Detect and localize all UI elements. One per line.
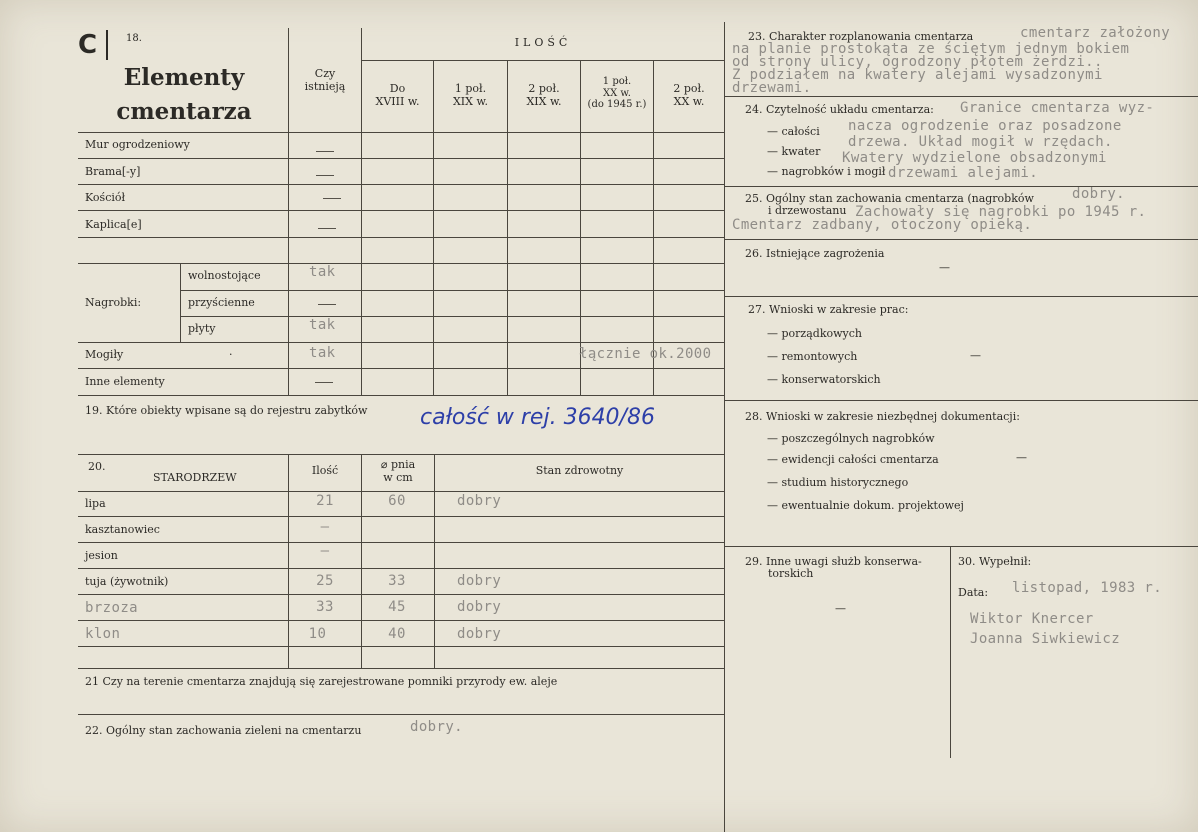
- legibility-item: — całości: [767, 125, 820, 138]
- section-20-title: STARODRZEW: [153, 471, 237, 484]
- period-line: 1 poł.: [454, 82, 487, 95]
- section-28-label: 28. Wnioski w zakresie niezbędnej dokumentacji:: [745, 410, 1020, 423]
- period-line: XIX w.: [452, 94, 489, 108]
- rule: [725, 96, 1198, 97]
- tree-health: dobry: [457, 493, 502, 509]
- dash-mark: [315, 382, 333, 383]
- rule: [725, 546, 1198, 547]
- card-letter-badge: C: [78, 30, 108, 60]
- rule: [78, 714, 724, 715]
- section-23-label: 23. Charakter rozplanowania cmentarza: [748, 30, 974, 43]
- condition-typed: Zachowały się nagrobki po 1945 r.: [855, 204, 1147, 220]
- period-line: (do 1945 r.): [587, 99, 647, 110]
- rule: [433, 60, 434, 395]
- rule: [180, 263, 181, 342]
- tree-name: kasztanowiec: [85, 523, 160, 536]
- legibility-typed-line: Granice cmentarza wyz-: [960, 100, 1155, 116]
- tree-name: klon: [85, 626, 121, 642]
- row-label-mogily: Mogiły: [85, 348, 124, 361]
- period-line: XVIII w.: [375, 94, 420, 108]
- layout-typed-line: cmentarz założony: [1020, 25, 1171, 41]
- documentation-item: — ewidencji całości cmentarza: [767, 453, 939, 466]
- rule: [78, 594, 724, 595]
- row-label-brama: Brama[-y]: [85, 165, 141, 178]
- section-21-label: 21 Czy na terenie cmentarza znajdują się zarejestrowane pomniki przyrody ew. aleje: [85, 675, 558, 688]
- rule: [78, 237, 724, 238]
- dash-mark: [323, 198, 341, 199]
- rule: [78, 342, 724, 343]
- rule: [78, 568, 724, 569]
- period-line: Do: [389, 82, 406, 95]
- legibility-item: — kwater: [767, 145, 821, 158]
- period-header: [434, 83, 507, 108]
- row-label-przyscienne: przyścienne: [188, 296, 255, 309]
- legibility-typed-line: drzewami alejami.: [888, 165, 1039, 181]
- col-diam-header: [362, 459, 434, 484]
- rule: [78, 491, 724, 492]
- author-name: Wiktor Knercer: [970, 611, 1094, 627]
- row-label-kosciol: Kościół: [85, 191, 126, 204]
- section-26-label: 26. Istniejące zagrożenia: [745, 247, 885, 260]
- period-line: 1 poł.: [602, 76, 632, 87]
- tree-name: jesion: [85, 549, 118, 562]
- tree-diameter: 60: [388, 493, 406, 509]
- legibility-item: — nagrobków i mogił: [767, 165, 886, 178]
- layout-typed-line: od strony ulicy, ogrodzony płotem żerdzi..: [732, 54, 1103, 70]
- mogily-value: tak: [309, 345, 336, 361]
- tree-name: brzoza: [85, 600, 138, 616]
- documentation-item: — ewentualnie dokum. projektowej: [767, 499, 964, 512]
- rule: [725, 239, 1198, 240]
- row-label-wolnostojace: wolnostojące: [188, 269, 261, 282]
- layout-typed-line: Z podziałem na kwatery alejami wysadzonymi: [732, 67, 1103, 83]
- tree-health: dobry: [457, 626, 502, 642]
- remarks-value: —: [835, 602, 846, 615]
- period-header: [581, 76, 653, 111]
- row-label-plyty: płyty: [188, 322, 216, 335]
- rule: [180, 316, 724, 317]
- rule: [78, 516, 724, 517]
- plyty-value: tak: [309, 317, 336, 333]
- tree-count: –: [320, 543, 330, 559]
- row-label-mur: Mur ogrodzeniowy: [85, 138, 190, 151]
- rule: [725, 296, 1198, 297]
- period-header: [508, 83, 580, 108]
- register-handwritten: całość w rej. 3640/86: [420, 405, 655, 430]
- rule: [653, 60, 654, 395]
- section-24-label: 24. Czytelność układu cmentarza:: [745, 103, 934, 116]
- author-name: Joanna Siwkiewicz: [970, 631, 1121, 647]
- rule: [180, 290, 724, 291]
- col-health-header: Stan zdrowotny: [535, 464, 624, 477]
- dot-mark: ·: [229, 348, 233, 361]
- section-19-label: 19. Które obiekty wpisane są do rejestru zabytków: [85, 404, 368, 417]
- works-item: — porządkowych: [767, 327, 862, 340]
- rule: [78, 454, 724, 455]
- tree-diameter: 33: [388, 573, 406, 589]
- works-value: —: [970, 349, 981, 362]
- tree-name: tuja (żywotnik): [85, 575, 169, 588]
- section-number: 18.: [126, 33, 142, 44]
- rule: [724, 22, 725, 832]
- tree-count: 33: [316, 599, 334, 615]
- period-line: 2 poł.: [673, 82, 705, 95]
- rule: [950, 546, 951, 758]
- row-label-inne: Inne elementy: [85, 375, 165, 388]
- col-exists-line2: istnieją: [304, 79, 346, 93]
- rule: [78, 620, 724, 621]
- quantity-header: ILOŚĆ: [514, 36, 572, 49]
- rule: [78, 132, 724, 133]
- rule: [78, 158, 724, 159]
- works-item: — konserwatorskich: [767, 373, 881, 386]
- dash-mark: [316, 175, 334, 176]
- tree-diameter: 40: [388, 626, 406, 642]
- col-diam-line: ⌀ pnia: [380, 458, 416, 471]
- section-22-label: 22. Ogólny stan zachowania zieleni na cmentarzu: [85, 724, 362, 737]
- col-diam-line: w cm: [383, 470, 413, 484]
- period-line: XIX w.: [526, 94, 562, 108]
- tree-diameter: 45: [388, 599, 406, 615]
- col-exists-line1: Czy: [314, 67, 336, 80]
- row-label-nagrobki: Nagrobki:: [85, 296, 142, 309]
- documentation-value: —: [1016, 451, 1027, 464]
- tree-health: dobry: [457, 599, 502, 615]
- rule: [78, 210, 724, 211]
- period-line: 2 poł.: [528, 82, 560, 95]
- tree-count: –: [320, 519, 330, 535]
- layout-typed-line: drzewami.: [732, 80, 812, 96]
- rule: [725, 186, 1198, 187]
- rule: [78, 263, 724, 264]
- rule: [78, 646, 724, 647]
- legibility-typed-line: nacza ogrodzenie oraz posadzone: [848, 118, 1122, 134]
- rule: [78, 395, 724, 396]
- mogily-total-value: łącznie ok.2000: [579, 346, 712, 362]
- tree-health: dobry: [457, 573, 502, 589]
- rule: [288, 28, 289, 395]
- tree-count: 21: [316, 493, 334, 509]
- threats-value: —: [939, 261, 950, 274]
- tree-count: 25: [316, 573, 334, 589]
- period-line: XX w.: [673, 94, 705, 108]
- dash-mark: [318, 228, 336, 229]
- section-30-label: 30. Wypełnił:: [958, 555, 1032, 568]
- condition-typed: Cmentarz zadbany, otoczony opieką.: [732, 217, 1033, 233]
- tree-count: 10: [308, 626, 327, 642]
- section-20-number: 20.: [88, 460, 106, 473]
- col-exists-header: [290, 68, 360, 93]
- documentation-item: — poszczególnych nagrobków: [767, 432, 935, 445]
- section-29-label-line1: 29. Inne uwagi służb konserwa-: [745, 555, 922, 568]
- rule: [507, 60, 508, 395]
- rule: [78, 184, 724, 185]
- greenery-condition-value: dobry.: [410, 719, 463, 735]
- section-title-line1: Elementy: [123, 64, 245, 91]
- condition-typed: dobry.: [1072, 186, 1125, 202]
- layout-typed-line: na planie prostokąta ze ściętym jednym bokiem: [732, 41, 1130, 57]
- period-line: XX w.: [603, 87, 631, 99]
- period-header: [654, 83, 724, 108]
- date-label: Data:: [958, 586, 989, 599]
- dash-mark: [316, 151, 334, 152]
- legibility-typed-line: Kwatery wydzielone obsadzonymi: [842, 150, 1107, 166]
- legibility-typed-line: drzewa. Układ mogił w rzędach.: [848, 134, 1113, 150]
- dash-mark: [318, 304, 336, 305]
- rule: [288, 454, 289, 668]
- rule: [434, 454, 435, 668]
- tree-name: lipa: [85, 497, 106, 510]
- date-value: listopad, 1983 r.: [1012, 580, 1163, 596]
- section-25-label-line2: i drzewostanu: [768, 204, 847, 217]
- section-title-line2: cmentarza: [116, 98, 252, 125]
- rule: [725, 400, 1198, 401]
- col-count-header: Ilość: [311, 464, 339, 477]
- rule: [361, 60, 724, 61]
- documentation-item: — studium historycznego: [767, 476, 909, 489]
- wolnostojace-value: tak: [309, 264, 336, 280]
- rule: [78, 668, 724, 669]
- row-label-kaplica: Kaplica[e]: [85, 218, 142, 231]
- rule: [78, 368, 724, 369]
- section-27-label: 27. Wnioski w zakresie prac:: [748, 303, 909, 316]
- section-29-label-line2: torskich: [768, 567, 814, 580]
- rule: [78, 542, 724, 543]
- works-item: — remontowych: [767, 350, 858, 363]
- period-header: [362, 83, 433, 108]
- section-25-label-line1: 25. Ogólny stan zachowania cmentarza (nagrobków: [745, 192, 1034, 205]
